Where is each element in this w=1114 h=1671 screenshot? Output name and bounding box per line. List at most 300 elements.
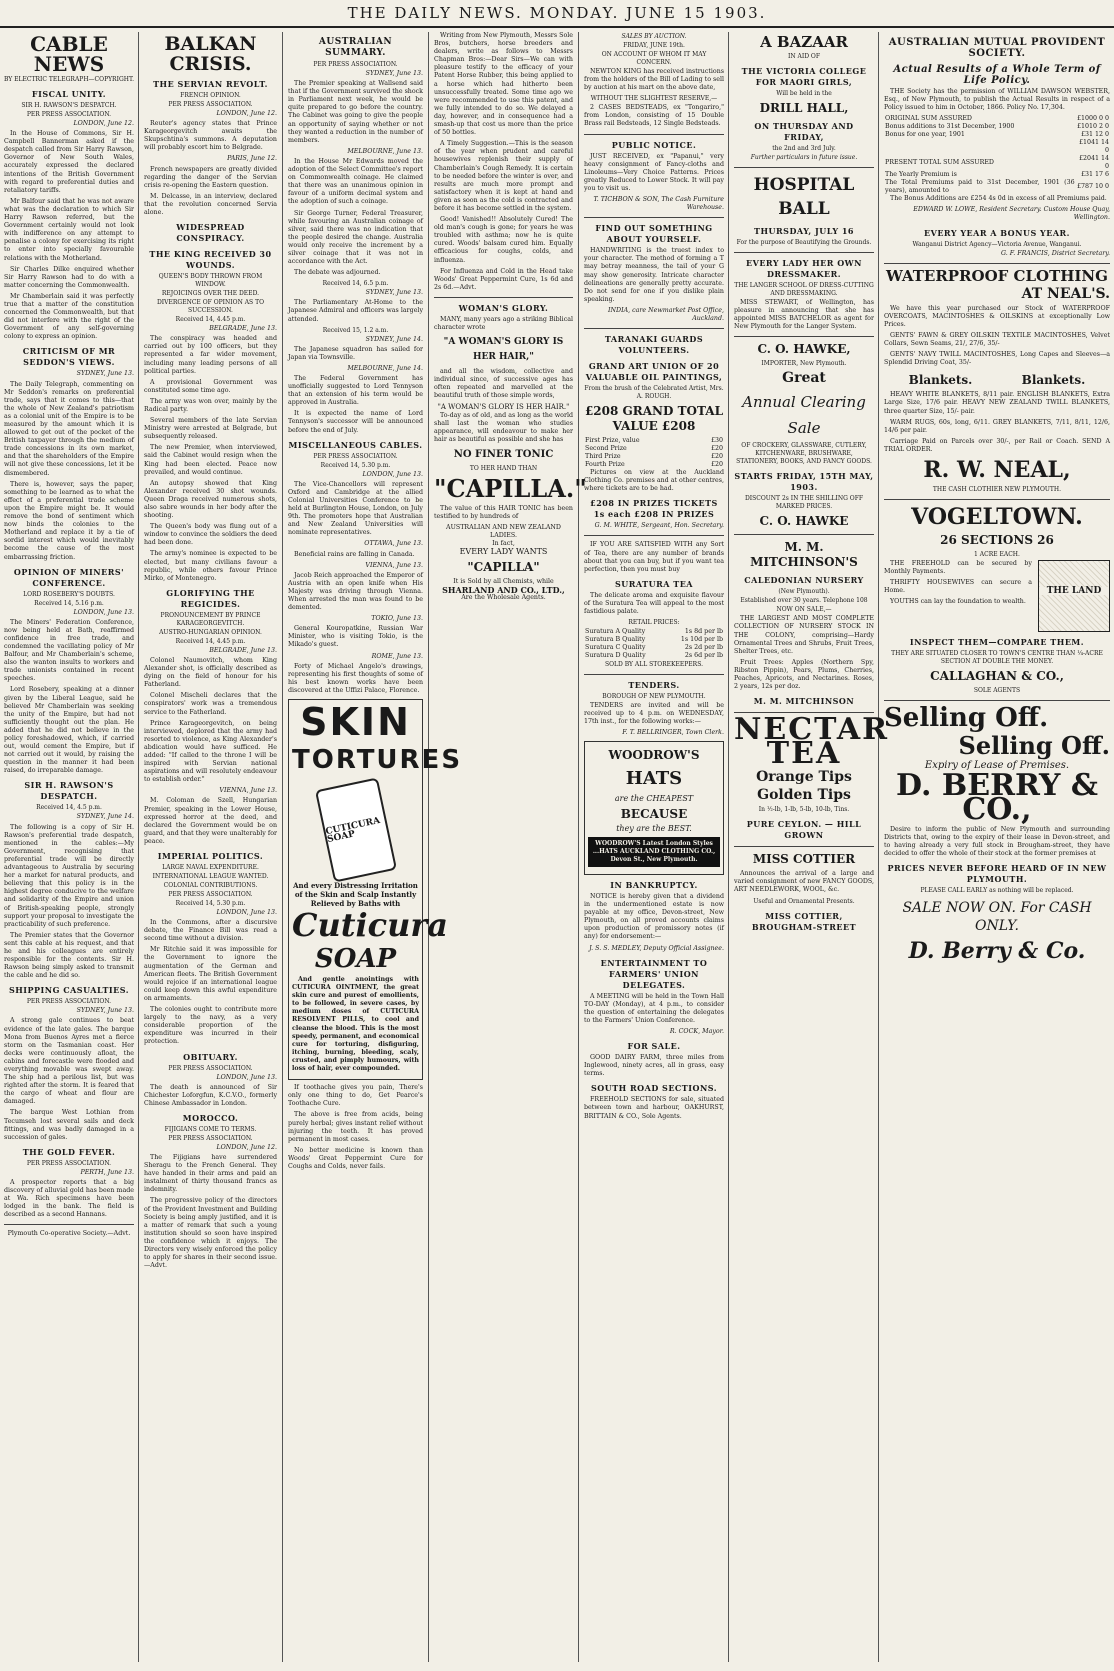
advert-headline: A BAZAAR	[760, 33, 848, 51]
row-label: Suratura B Quality	[585, 636, 646, 644]
paragraph: The Federal Government has unofficially suggested to Lord Tennyson that an extension of his term would be approved in Australia.	[288, 375, 423, 407]
paragraph: THE FREEHOLD can be secured by Monthly Payments.	[884, 559, 1032, 576]
received-time: Received 14, 5.16 p.m.	[34, 599, 104, 607]
subhead: Useful and Ornamental Presents.	[753, 897, 855, 905]
headline: OBITUARY.	[183, 1051, 238, 1062]
headline: FIND OUT SOMETHING ABOUT YOURSELF.	[595, 223, 713, 245]
advert-brand: R. W. NEAL,	[923, 456, 1071, 483]
divider	[434, 297, 573, 298]
dateline: PARIS, June 12.	[227, 155, 277, 163]
advert-brand: NECTAR TEA	[734, 712, 890, 772]
table-row	[884, 179, 1110, 195]
headline: WOMAN'S GLORY.	[458, 302, 549, 313]
received-time: Received 14, 4.5 p.m.	[36, 804, 102, 812]
paragraph: The value of this HAIR TONIC has been testified to by hundreds of	[434, 504, 573, 521]
note: Further particulars in future issue.	[750, 154, 858, 161]
subhead: RETAIL PRICES:	[628, 619, 680, 627]
subhead: TO HER HAND THAN	[469, 464, 538, 472]
signature: SOLD BY ALL STOREKEEPERS.	[604, 661, 704, 669]
paragraph: In the House of Commons, Sir H. Campbell Bannerman asked if the despatch called from Sir Harry Rawson, Governor of New South Wales, accurately expressed the declared intentions of the British Government with regard to preferential duties and retaliatory tariffs.	[4, 130, 134, 194]
advert-line: SHARLAND AND CO., LTD.,	[442, 584, 565, 595]
headline: TENDERS.	[628, 680, 680, 691]
subhead: IN AID OF	[787, 53, 821, 60]
headline: PRICES NEVER BEFORE HEARD OF IN NEW PLYMOUTH.	[887, 863, 1107, 885]
advert-brand: "CAPILLA."	[434, 473, 587, 503]
headline: EVERY LADY HER OWN DRESSMAKER.	[746, 258, 862, 279]
paragraph: NOTICE is hereby given that a dividend in the undermentioned estate is now payable at my office, Devon-street, New Plymouth, on all proved accounts claims upon production of promissory notes (if any) for endorsement:—	[584, 892, 724, 941]
table-row	[584, 628, 724, 636]
paragraph: The Premier speaking at Wallsend said that if the Government survived the shock in Parliament next week, he would be quite prepared to go before the country. The Cabinet was going to give the people an opportunity of saying whether or not they wanted a reduction in the number of members.	[288, 80, 423, 144]
divider	[734, 167, 874, 168]
advert-line: In fact,	[492, 540, 515, 548]
soap-label: CUTICURA SOAP	[324, 815, 381, 846]
signature: D. Berry & Co.	[908, 938, 1086, 965]
divider	[584, 217, 724, 218]
paragraph: Sir George Turner, Federal Treasurer, while favouring an Australian coinage of silver, said there was no indication that the people desired the change. Australia would only receive the increment by a silver coinage that it was not in accordance with the Act.	[288, 209, 423, 266]
dateline: MELBOURNE, June 13.	[347, 147, 423, 155]
paragraph: Carriage Paid on Parcels over 30/-, per Rail or Coach. SEND A TRIAL ORDER.	[884, 437, 1110, 453]
subhead: COLONIAL CONTRIBUTIONS.	[163, 882, 258, 889]
headline: GLORIFYING THE REGICIDES.	[166, 587, 255, 609]
subhead: Wanganui District Agency—Victoria Avenue, Wanganui.	[912, 240, 1082, 248]
advert-line: It is Sold by all Chemists, while	[453, 577, 554, 585]
row-label: Second Prize	[585, 445, 627, 453]
tickets-line: £208 IN PRIZES TICKETS 1s each £208 IN PRIZES	[590, 498, 718, 520]
advert-headline: Blankets.	[1021, 373, 1086, 388]
prize-table	[584, 437, 724, 469]
paragraph: A MEETING will be held in the Town Hall TO-DAY (Monday), at 4 p.m., to consider the question of entertaining the delegates to the Farmers' Union Conference.	[584, 992, 724, 1024]
advert-brand: AT NEAL'S.	[1021, 285, 1110, 302]
date: FRIDAY, JUNE 19th.	[623, 42, 685, 49]
row-label: Bonus additions to 31st December, 1900	[885, 123, 1015, 131]
total-value: £208 GRAND TOTAL VALUE £208	[584, 404, 724, 434]
headline: IMPERIAL POLITICS.	[157, 851, 264, 861]
headline: MOROCCO.	[182, 1112, 239, 1123]
dateline: SYDNEY, June 13.	[365, 70, 423, 77]
column-advertisements	[434, 32, 587, 1662]
advert-headline: Selling Off.	[884, 702, 1049, 733]
dateline: LONDON, June 12.	[216, 1143, 277, 1151]
headline: SIR H. RAWSON'S DESPATCH.	[24, 780, 114, 802]
date: THURSDAY, JULY 16	[754, 226, 854, 236]
paragraph: and all the wisdom, collective and individual since, of successive ages has often repeated and marvelled at the beautiful truth of those simple words,	[434, 368, 573, 400]
paragraph: The following is a copy of Sir H. Rawson's preferential trade despatch, mentioned in the cables:—My Government, recognising that preferential trade will be directly advantageous to Australia by securing her a market for natural products, and believing that this policy is in the highest degree conducive to the welfare and solidarity of the Empire and union of British-speaking people, strongly support your proposal to investigate the practicability of such preference.	[4, 823, 134, 928]
received-time: Received 14, 6.5 p.m.	[322, 280, 389, 288]
received-time: Received 14, 4.45 p.m.	[175, 637, 246, 645]
advert-brand: MISS COTTIER	[752, 852, 856, 867]
table-row	[584, 437, 724, 445]
cuticura-advert	[288, 699, 463, 1080]
row-label	[884, 139, 1076, 155]
row-value: £20	[710, 461, 723, 469]
paragraph: TENDERS are invited and will be received up to 4 p.m. on WEDNESDAY, 17th inst., for the following works:—	[584, 702, 724, 726]
dateline: LONDON, June 13.	[216, 1073, 277, 1081]
divider	[584, 535, 724, 536]
dateline: LONDON, June 12.	[216, 110, 277, 117]
subhead: OF CROCKERY, GLASSWARE, CUTLERY, KITCHENWARE, BRUSHWARE, STATIONERY, BOOKS, AND FANCY GOODS.	[736, 442, 872, 466]
row-label: The Yearly Premium is	[885, 171, 957, 179]
dateline: SYDNEY, June 13.	[76, 370, 134, 378]
dateline: VIENNA, June 13.	[365, 561, 423, 569]
advert-box: WOODROW'S Latest London Styles ...HATS AUCKLAND CLOTHING CO., Devon St., New Plymouth.	[588, 837, 720, 867]
headline: IN BANKRUPTCY.	[610, 879, 698, 890]
advert-brand: SURATURA TEA	[615, 578, 693, 589]
paragraph: The Queen's body was flung out of a window to convince the soldiers the deed had been done.	[144, 523, 277, 547]
divider	[884, 700, 1110, 701]
column-cable-news	[4, 32, 134, 1662]
column-rule	[282, 32, 283, 1662]
received-time: Received 14, 5.30 p.m.	[320, 461, 391, 469]
paragraph: The army's nominee is expected to be elected, but many civilians favour a republic, while others favour Prince Mirko, of Montenegro.	[144, 550, 277, 582]
paragraph: 2 CASES BEDSTEADS, ex "Tongariro," from London, consisting of 15 Double Brass rail Bedsteads, 12 Single Bedsteads.	[584, 104, 724, 128]
subhead: IMPORTER, New Plymouth.	[761, 360, 847, 368]
paragraph: Forty of Michael Angelo's drawings, representing his first thoughts of some of his best known works have been discovered at the Uffizi Palace, Florence.	[288, 662, 423, 694]
paragraph: GOOD DAIRY FARM, three miles from Inglewood, ninety acres, all in grass, easy terms.	[584, 1054, 724, 1078]
dateline: SYDNEY, June 13.	[76, 1007, 134, 1015]
paragraph: If toothache gives you pain, There's only one thing to do, Get Pearce's Toothache Cure.	[288, 1084, 423, 1108]
paragraph: The progressive policy of the directors of the Provident Investment and Building Society is being amply justified, and it is a matter of remark that such a young institution should so soon have inspired the confidence which it enjoys. The Directors very wisely enforced the policy to apply for shares in their second issue.—Advt.	[144, 1197, 277, 1270]
paragraph: The death is announced of Sir Chichester Loforgfun, K.C.V.O., formerly Chinese Ambassador in London.	[144, 1083, 277, 1107]
signature: C. O. HAWKE	[759, 514, 849, 529]
subhead: WITHOUT THE SLIGHTEST RESERVE,—	[590, 95, 718, 103]
column-australian-summary	[288, 32, 463, 1662]
paragraph: General Kouropatkine, Russian War Minister, who is visiting Tokio, is the Mikado's guest.	[288, 625, 423, 649]
headline: FOR SALE.	[627, 1041, 681, 1052]
masthead	[0, 0, 1114, 28]
paragraph: Prince Karageorgevitch, on being interviewed, deplored that the army had resorted to violence, as King Alexander's abdication would have sufficed. He added: "If called to the throne I will be inspired with Servian national aspirations and will resolutely endeavour to establish order."	[144, 719, 277, 784]
divider	[584, 674, 724, 675]
quote: "A WOMAN'S GLORY IS HER HAIR."	[437, 403, 570, 412]
advert-line: AUSTRALIAN AND NEW ZEALAND LADIES.	[446, 524, 561, 540]
paragraph: JUST RECEIVED, ex "Papanui," very heavy consignment of Fancy-cloths and Linoleums—Very Choice Patterns. Prices greatly Reduced to Lower Stock. It will pay you to visit us.	[584, 152, 724, 192]
signature: R. COCK, Mayor.	[669, 1027, 724, 1035]
divider	[884, 499, 1110, 500]
headline: SHIPPING CASUALTIES.	[8, 985, 130, 996]
row-value: £31 12 0	[1080, 131, 1109, 139]
paragraph: The army was won over, mainly by the Radical party.	[144, 397, 277, 413]
paragraph: HEAVY WHITE BLANKETS, 8/11 pair. ENGLISH BLANKETS, Extra Large Size, 17/6 pair. HEAVY NEW ZEALAND TWILL BLANKETS, three quarter Size, 15/- pair.	[884, 391, 1110, 415]
divider	[734, 846, 874, 847]
paragraph: Colonel Mischeli declares that the conspirators' work was a tremendous service to the Fatherland.	[144, 692, 277, 716]
section-title: AUSTRALIAN SUMMARY.	[318, 37, 393, 58]
table-row	[884, 115, 1110, 123]
woodrows-advert	[584, 741, 724, 874]
dateline: BELGRADE, June 13.	[209, 325, 277, 333]
dateline: BELGRADE, June 13.	[209, 646, 277, 654]
advert-brand: VOGELTOWN.	[911, 503, 1083, 530]
dateline: LONDON, June 13.	[73, 608, 134, 616]
paragraph: YOUTHS can lay the foundation to wealth.	[890, 598, 1026, 606]
subhead: THEY ARE SITUATED CLOSER TO TOWN'S CENTRE THAN ¼-ACRE SECTION AT DOUBLE THE MONEY.	[891, 649, 1103, 665]
headline: SOUTH ROAD SECTIONS.	[590, 1083, 718, 1094]
advert-headline: SKIN	[300, 700, 411, 744]
agency: PER PRESS ASSOCIATION.	[168, 891, 253, 898]
dateline: LONDON, June 13.	[362, 470, 423, 478]
paragraph: WARM RUGS, 60s, long, 6/11. GREY BLANKETS, 7/11, 8/11, 12/6, 14/6 per pair.	[884, 418, 1110, 434]
column-rule	[578, 32, 579, 1662]
paragraph: Pictures on view at the Auckland Clothing Co. premises and at other centres, where tickets are to be had.	[584, 469, 724, 493]
headline: Actual Results of a Whole Term of Life Policy.	[893, 64, 1101, 86]
headline: CALEDONIAN NURSERY	[744, 575, 864, 586]
headline: INSPECT THEM—COMPARE THEM.	[909, 636, 1085, 647]
column-rule	[138, 32, 139, 1662]
paragraph: Writing from New Plymouth, Messrs Sole Bros, butchers, horse breeders and dealers, write as follows to Messrs Chapman Bros:—Dear Sirs—We can with pleasure testify to the efficacy of your Patent Horse Rubber, this being applied to a horse which had hitherto been unsuccessfully treated. Some time ago we were recommended to use this patent, and we fully intended to do so. We delayed a day, however, and in consequence had a smash-up that cost us more than the price of 50 bottles.	[434, 32, 573, 137]
paragraph: The above is free from acids, being purely herbal; gives instant relief without injuring the teeth. It has proved permanent in most cases.	[288, 1111, 423, 1143]
advert-brand: Cuticura	[292, 906, 449, 944]
paragraph: GENTS' FAWN & GREY OILSKIN TEXTILE MACINTOSHES, Velvet Collars, Sewn Seams, 21/, 27/6, 35/-	[884, 331, 1110, 348]
paragraph: French newspapers are greatly divided regarding the danger of the Servian crisis re-opening the Eastern question.	[144, 165, 277, 189]
subhead: PRONOUNCEMENT BY PRINCE KARAGEORGEVITCH.	[160, 611, 261, 627]
paragraph: A Timely Suggestion.—This is the season of the year when prudent and careful housewives replenish their supply of Chamberlain's Cough Remedy. It is certain to be needed before the winter is over, and results are much more prompt and satisfactory when it is kept at hand and given as soon as the cold is contracted and before it has become settled in the system.	[434, 140, 573, 212]
dateline: TOKIO, June 13.	[371, 615, 423, 623]
divider	[734, 534, 874, 535]
paragraph: The new Premier, when interviewed, said the Cabinet would resign when the King had been elected. Peace now prevailed, and would continue.	[144, 444, 277, 476]
subhead: LARGE NAVAL EXPENDITURE.	[162, 864, 259, 871]
row-label: Suratura D Quality	[585, 652, 646, 660]
paragraph: And gentle anointings with CUTICURA OINTMENT, the great skin cure and purest of emollients, to be followed, in severe cases, by medium doses of CUTICURA RESOLVENT PILLS, to cool and cleanse the blood. This is the most speedy, permanent, and economical cure for torturing, disfiguring, itching, burning, bleeding, scaly, crusted, and pimply humours, with loss of hair, ever compounded.	[292, 976, 419, 1073]
column-rule	[728, 32, 729, 1662]
table-row	[584, 644, 724, 652]
advert-line: EVERY LADY WANTS	[459, 547, 548, 557]
subhead: DIVERGENCE OF OPINION AS TO SUCCESSION.	[157, 299, 264, 315]
paragraph: HANDWRITING is the truest index to your character. The method of forming a T may betray meanness, the tail of your G may show generosity. Intricate character delineations are generally pretty accurate. Do not send for one if you dislike plain speaking.	[584, 247, 724, 303]
paragraph: The Fijigians have surrendered Sheragu to the French General. They have handed in their arms and paid an instalment of thirty thousand francs as indemnity.	[144, 1153, 277, 1194]
paragraph: NEWTON KING has received instructions from the holders of the Bill of Lading to sell by auction at his mart on the above date,	[584, 68, 724, 92]
paragraph: The Bonus Additions are £254 4s 0d in excess of all Premiums paid.	[890, 195, 1107, 203]
vogeltown-block	[884, 560, 1110, 632]
paragraph: There is, however, says the paper, something to be learned as to what the effect of a preferential trade scheme upon the Empire might be. It would remove the bond of sentiment which now binds the colonies to the Motherland and replace it by a tie of sordid interest which would inevitably become the cause of the most embarrassing friction.	[4, 480, 134, 561]
advert-line: are the CHEAPEST	[614, 794, 694, 804]
divider	[4, 1224, 134, 1225]
row-value: £20	[710, 453, 723, 461]
subhead: SIR H. RAWSON'S DESPATCH.	[21, 102, 117, 109]
agency: PER PRESS ASSOCIATION.	[26, 998, 112, 1006]
divider	[734, 336, 874, 337]
received-time: Received 14, 4.45 p.m.	[175, 316, 246, 324]
headline: GRAND ART UNION OF 20 VALUABLE OIL PAINTINGS,	[585, 361, 723, 383]
paragraph: In the Commons, after a discursive debate, the Finance Bill was read a second time without a division.	[144, 919, 277, 943]
paragraph: The colonies ought to contribute more largely to the navy, as a very considerable proportion of the expenditure was incurred in their protection.	[144, 1006, 277, 1046]
paragraph: The Premier states that the Governor sent this cable at his request, and that he and his colleagues are entirely responsible for the contents. Sir H. Rawson being simply asked to transmit the cable and he did so.	[4, 931, 134, 980]
row-value: £31 17 6	[1080, 171, 1109, 179]
advert-headline: TORTURES	[292, 745, 463, 775]
signature: G. M. WHITE, Sergeant, Hon. Secretary.	[594, 522, 724, 530]
dateline: VIENNA, June 13.	[219, 787, 277, 795]
advert-brand: WOODROW'S	[608, 748, 700, 763]
advert-brand: C. O. HAWKE,	[757, 342, 851, 357]
dateline: LONDON, June 13.	[216, 909, 277, 916]
row-label: Fourth Prize	[585, 461, 625, 469]
agency: PER PRESS ASSOCIATION.	[168, 101, 253, 108]
divider	[884, 263, 1110, 264]
paragraph: IF YOU ARE SATISFIED WITH any Sort of Tea, there are any number of brands about that you can buy, but if you want tea perfection, then you must buy	[584, 541, 724, 573]
subhead: NOW ON SALE,—	[776, 606, 832, 614]
agency: PER PRESS ASSOCIATION.	[26, 1159, 112, 1167]
map-label: THE LAND	[1039, 587, 1109, 595]
paragraph: GENTS' NAVY TWILL MACINTOSHES, Long Capes and Sleeves—a Splendid Driving Coat, 35/-	[884, 351, 1110, 367]
row-value: £1041 14 0	[1078, 139, 1109, 155]
subtitle: BY ELECTRIC TELEGRAPH—COPYRIGHT.	[4, 76, 135, 83]
advert-headline: BECAUSE	[620, 806, 688, 821]
advert-tagline: And every Distressing Irritation of the Skin and Scalp Instantly Relieved by Baths with	[293, 881, 418, 908]
headline: THE VICTORIA COLLEGE FOR MAORI GIRLS,	[741, 66, 867, 87]
advert-line: Are the Wholesale Agents.	[461, 593, 546, 601]
paragraph: The Daily Telegraph, commenting on Mr Seddon's remarks on preferential trade, says that it comes to this—that the whole of New Zealand's patriotism as a colonial unit of the Empire is to be measured by the amount which it is allowed to get out of the pocket of the British taxpayer through the medium of trade concessions in its own market, and that the shareholders of the Empire will not give these concessions, let it be dismembered.	[4, 380, 134, 477]
row-label: Suratura A Quality	[585, 628, 646, 636]
headline: THE SERVIAN REVOLT.	[153, 79, 268, 89]
advert-brand: D. BERRY & CO.,	[896, 768, 1098, 828]
vogeltown-text	[884, 560, 1032, 632]
advert-headline: Golden Tips	[757, 787, 851, 804]
received-time: Received 15, 1.2 a.m.	[322, 326, 389, 334]
row-value: £1000 0 0	[1076, 115, 1109, 123]
paragraph: The conspiracy was headed and carried out by 100 officers, but they represented a far wider movement, including many leading persons of all political parties.	[144, 335, 277, 375]
dateline: MELBOURNE, June 14.	[347, 364, 423, 372]
headline: THE KING RECEIVED 30 WOUNDS.	[149, 249, 272, 271]
paragraph: Colonel Naumovitch, whom King Alexander shot, is officially described as dying on the field of honour for his Fatherland.	[144, 656, 277, 689]
paragraph: Desire to inform the public of New Plymouth and surrounding Districts that, owing to the expiry of their lease in Devon-street, and to having already a very full stock in Brougham-street, they have decided to offer the whole of their stock at the former premises at	[884, 826, 1110, 858]
agency: PER PRESS ASSOCIATION.	[168, 1064, 253, 1072]
signature: T. TICHBON & SON, The Cash Furniture Warehouse.	[593, 196, 724, 212]
table-row	[884, 171, 1110, 179]
paragraph: Several members of the late Servian Ministry were arrested at Belgrade, but subsequently released.	[144, 417, 277, 441]
headline: PURE CEYLON. — HILL GROWN	[746, 819, 862, 841]
advert-brand: AUSTRALIAN MUTUAL PROVIDENT SOCIETY.	[888, 37, 1106, 59]
agency: PER PRESS ASSOCIATION.	[313, 452, 398, 460]
headline: OPINION OF MINERS' CONFERENCE.	[13, 566, 125, 588]
agency: PER PRESS ASSOCIATION.	[26, 111, 112, 118]
advert-brand: "CAPILLA"	[467, 559, 540, 574]
received-time: Received 14, 5.30 p.m.	[175, 900, 246, 907]
amp-table	[884, 115, 1110, 195]
row-value: 1s 10d per lb	[680, 636, 723, 644]
masthead-title: THE DAILY NEWS. MONDAY. JUNE 15 1903.	[347, 4, 767, 22]
quote: "A WOMAN'S GLORY IS HER HAIR,"	[443, 337, 564, 363]
headline: STARTS FRIDAY, 15TH MAY, 1903.	[734, 471, 874, 493]
advert-headline: Great	[782, 370, 826, 387]
retail-table	[584, 628, 724, 660]
advert-brand: CALLAGHAN & CO.,	[930, 668, 1064, 683]
row-label: Bonus for one year, 1901	[885, 131, 965, 139]
advert-headline: Annual Clearing Sale	[742, 393, 866, 438]
subhead: FIJIGIANS COME TO TERMS.	[164, 1125, 257, 1133]
signature: M. M. MITCHINSON	[753, 696, 855, 707]
paragraph: In the House Mr Edwards moved the adoption of the Select Committee's report on Commonwealth coinage. He claimed that there was an unanimous opinion in favour of a uniform decimal system and the adoption of such a coinage.	[288, 157, 423, 206]
advert-headline: WATERPROOF CLOTHING	[886, 266, 1108, 285]
subhead: REJOICINGS OVER THE DEED.	[161, 290, 260, 298]
headline: THE GOLD FEVER.	[22, 1146, 116, 1157]
dateline: SYDNEY, June 14.	[76, 813, 134, 821]
paragraph: Mr Balfour said that he was not aware what was the declaration to which Sir Harry Rawson referred, but the Government certainly would not look with indifference on any attempt to penalise a colony for exercising its right to enter into specially favourable relations with the Motherland.	[4, 197, 134, 262]
headline: FISCAL UNITY.	[31, 89, 107, 99]
section-title: SALES BY AUCTION.	[621, 33, 687, 40]
dateline: LONDON, June 12.	[73, 120, 134, 127]
subhead: From the brush of the Celebrated Artist, Mrs. A. ROUGH.	[584, 385, 724, 401]
paragraph: A strong gale continues to beat evidence of the late gales. The barque Mona from Buenos Ayres met a fierce storm on the Tasmanian coast. Her decks were continuously afloat, the cabins and forecastle were flooded and everything movable was swept away. The ship had a perilous list, but was righted after the storm. It is feared that the cargo of wheat and flour are damaged.	[4, 1017, 134, 1106]
row-value: £2041 14 0	[1078, 155, 1109, 171]
table-row	[584, 453, 724, 461]
table-row	[884, 139, 1110, 155]
dateline: ROME, June 13.	[371, 652, 423, 660]
signature: F. T. BELLRINGER, Town Clerk.	[622, 729, 724, 737]
advert-line: Expiry of Lease of Premises.	[924, 759, 1070, 771]
paragraph: The Parliamentary At-Home to the Japanese Admiral and officers was largely attended.	[288, 299, 423, 323]
paragraph: Announces the arrival of a large and varied consignment of new FANCY GOODS, ART NEEDLEWORK, WOOL, &c.	[734, 870, 874, 894]
row-label: Suratura C Quality	[585, 644, 646, 652]
headline: ON THURSDAY AND FRIDAY,	[754, 121, 854, 142]
paragraph: The Vice-Chancellors will represent Oxford and Cambridge at the allied Colonial Universities Conference to be held at Burlington House, London, on July 9th. The promoters hope that Australian and New Zealand Universities will nominate representatives.	[288, 480, 423, 537]
table-row	[584, 652, 724, 660]
headline: ENTERTAINMENT TO FARMERS' UNION DELEGATES.	[600, 957, 708, 990]
row-value: £30	[710, 437, 723, 445]
advert-headline: Orange Tips	[756, 769, 852, 786]
subhead: Established over 30 years. Telephone 108	[740, 597, 868, 605]
subhead: 1 ACRE EACH.	[974, 550, 1020, 558]
subhead: (New Plymouth).	[778, 588, 830, 596]
paragraph: M. Delcasse, in an interview, declared that the revolution concerned Servia alone.	[144, 192, 277, 217]
paragraph: A provisional Government was constituted some time ago.	[144, 378, 277, 394]
subhead: QUEEN'S BODY THROWN FROM WINDOW.	[158, 273, 263, 289]
paragraph: Sir Charles Dilke enquired whether Sir Harry Rawson had to do with a matter concerning the Commonwealth.	[4, 265, 134, 289]
paragraph: Jacob Reich approached the Emperor of Austria with an open knife when His Majesty was driving through Vienna. When arrested the man was found to be demented.	[288, 571, 423, 612]
paragraph: Mr Chamberlain said it was perfectly true that a matter of the constitution concerned the Commonwealth, but that did not interfere with the right of the Government of any self-governing colony to express an opinion.	[4, 292, 134, 341]
divider	[584, 134, 724, 135]
row-label: First Prize, value	[585, 437, 640, 445]
table-row	[884, 131, 1110, 139]
column-large-adverts	[884, 32, 1110, 1662]
paragraph: MISS STEWART, of Wellington, has pleasure in announcing that she has appointed MISS BATCHELOR as agent for New Plymouth for the Langer System.	[734, 299, 874, 331]
paragraph: THE Society has the permission of WILLIAM DAWSON WEBSTER, Esq., of New Plymouth, to publish the Actual Results in respect of a Policy issued to him in October, 1866. Policy No. 17,304.	[884, 88, 1110, 112]
row-value: £20	[710, 445, 723, 453]
paragraph: MANY, many years ago a striking Biblical character wrote	[434, 315, 573, 331]
land-map-icon	[1038, 560, 1110, 632]
headline: PUBLIC NOTICE.	[611, 139, 697, 150]
subhead: ON ACCOUNT OF WHOM IT MAY CONCERN.	[601, 51, 707, 66]
advert-brand: SOAP	[314, 944, 397, 974]
paragraph: Reuter's agency states that Prince Karageorgevitch awaits the Skupschtina's summons. A deputation will probably escort him to Belgrade.	[144, 120, 277, 152]
row-label: The Total Premiums paid to 31st December, 1901 (36 years), amounted to	[885, 179, 1075, 195]
headline: WIDESPREAD CONSPIRACY.	[176, 222, 245, 244]
subhead: LORD ROSEBERY'S DOUBTS.	[23, 590, 115, 598]
subhead: DISCOUNT 2s IN THE SHILLING OFF MARKED PRICES.	[744, 495, 864, 511]
subhead: SOLE AGENTS	[973, 686, 1021, 694]
signature: G. F. FRANCIS, District Secretary.	[1001, 249, 1110, 257]
paragraph: The Japanese squadron has sailed for Japan via Townsville.	[288, 345, 423, 361]
subhead: INTERNATIONAL LEAGUE WANTED.	[152, 873, 269, 880]
row-value: 2s 2d per lb	[684, 644, 723, 652]
divider	[584, 328, 724, 329]
headline: CRITICISM OF MR SEDDON'S VIEWS.	[22, 346, 116, 368]
paragraph: Fruit Trees: Apples (Northern Spy, Ribston Pippin), Pears, Plums, Cherries, Peaches, Apricots, and Nectarines. Roses, 2 years, 12s per doz.	[734, 658, 874, 691]
agency: PER PRESS ASSOCIATION.	[313, 61, 398, 68]
divider	[734, 252, 874, 253]
signature: J. S. S. MEDLEY, Deputy Official Assignee.	[589, 944, 724, 952]
paragraph: The debate was adjourned.	[294, 269, 381, 277]
table-row	[884, 123, 1110, 131]
table-row	[584, 445, 724, 453]
paragraph: An autopsy showed that King Alexander received 30 shot wounds. Queen Draga received numerous shots, also sabre wounds in her body after the shooting.	[144, 479, 277, 520]
headline: EVERY YEAR A BONUS YEAR.	[924, 227, 1070, 238]
advert-headline: Selling Off.	[958, 730, 1110, 760]
subhead: THE CASH CLOTHIER NEW PLYMOUTH.	[932, 485, 1062, 493]
paragraph: To-day as of old, and as long as the world shall last the woman who studies appearance, will endeavour to make her hair as beautiful as possible and she has	[434, 411, 573, 443]
paragraph: For Influenza and Cold in the Head take Woods' Great Peppermint Cure, 1s 6d and 2s 6d.—Advt.	[434, 267, 573, 291]
advert-headline: DRILL HALL,	[759, 101, 849, 115]
table-row	[584, 636, 724, 644]
paragraph: Beneficial rains are falling in Canada.	[294, 550, 415, 558]
footer-advert: Plymouth Co-operative Society.—Advt.	[7, 1230, 131, 1238]
paragraph: The delicate aroma and exquisite flavour of the Suratura Tea will appeal to the most fastidious palate.	[584, 591, 724, 615]
